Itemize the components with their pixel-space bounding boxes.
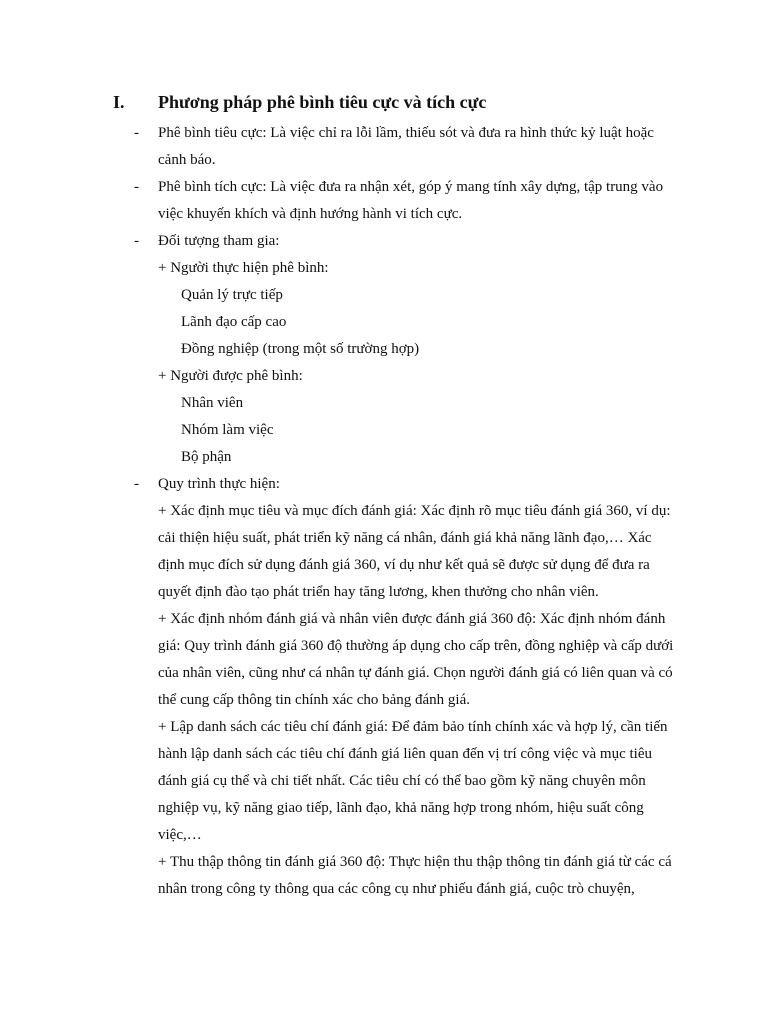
criticized-item: Nhóm làm việc — [181, 422, 274, 438]
section-title: Phương pháp phê bình tiêu cực và tích cực — [158, 92, 487, 112]
process-step: + Xác định nhóm đánh giá và nhân viên được đánh giá 360 độ: Xác định nhóm đánh giá: Quy trình đánh giá 360 độ thường áp dụng cho cấp trên, đồng nghiệp và cấp dưới của nhân viên, cũng như cá nhân tự đánh giá. Chọn người đánh giá có liên quan và có thể cung cấp thông tin chính xác cho bảng đánh giá. — [158, 611, 674, 708]
bullet-dash: - — [134, 179, 139, 195]
criticized-label: + Người được phê bình: — [158, 368, 303, 384]
bullet-dash: - — [134, 125, 139, 141]
criticized-item: Bộ phận — [181, 449, 232, 465]
bullet-negative-criticism — [0, 120, 678, 174]
critic-item: Quản lý trực tiếp — [181, 287, 283, 303]
critic-item: Đồng nghiệp (trong một số trường hợp) — [181, 341, 420, 357]
critics-label: + Người thực hiện phê bình: — [158, 260, 329, 276]
criticized-item: Nhân viên — [181, 395, 244, 411]
document-body — [0, 120, 768, 903]
critic-item: Lãnh đạo cấp cao — [181, 314, 287, 330]
bullet-text: Đối tượng tham gia: — [158, 233, 280, 249]
bullet-dash: - — [134, 233, 139, 249]
bullet-process — [0, 471, 678, 498]
process-step: + Thu thập thông tin đánh giá 360 độ: Thực hiện thu thập thông tin đánh giá từ các cá nhân trong công ty thông qua các công cụ như phiếu đánh giá, cuộc trò chuyện, — [158, 854, 672, 897]
bullet-dash: - — [134, 476, 139, 492]
bullet-text: Quy trình thực hiện: — [158, 476, 280, 492]
process-step: + Lập danh sách các tiêu chí đánh giá: Để đảm bảo tính chính xác và hợp lý, cần tiến hành lập danh sách các tiêu chí đánh giá liên quan đến vị trí công việc và mục tiêu đánh giá cụ thể và chi tiết nhất. Các tiêu chí có thể bao gồm kỹ năng chuyên môn nghiệp vụ, kỹ năng giao tiếp, lãnh đạo, khả năng hợp trong nhóm, hiệu suất công việc,… — [158, 719, 668, 843]
bullet-text: Phê bình tích cực: Là việc đưa ra nhận xét, góp ý mang tính xây dựng, tập trung vào việc khuyến khích và định hướng hành vi tích cực. — [158, 179, 664, 222]
bullet-text: Phê bình tiêu cực: Là việc chỉ ra lỗi lầm, thiếu sót và đưa ra hình thức kỷ luật hoặc cảnh báo. — [158, 125, 654, 168]
bullet-positive-criticism — [0, 174, 678, 228]
section-number: I. — [113, 92, 125, 112]
section-heading — [113, 92, 713, 118]
process-step: + Xác định mục tiêu và mục đích đánh giá: Xác định rõ mục tiêu đánh giá 360, ví dụ: cải thiện hiệu suất, phát triển kỹ năng cá nhân, đánh giá khả năng lãnh đạo,… Xác định mục đích sử dụng đánh giá 360, ví dụ như kết quả sẽ được sử dụng để đưa ra quyết định đào tạo phát triển hay tăng lương, khen thưởng cho nhân viên. — [158, 503, 671, 600]
bullet-participants — [0, 228, 678, 255]
